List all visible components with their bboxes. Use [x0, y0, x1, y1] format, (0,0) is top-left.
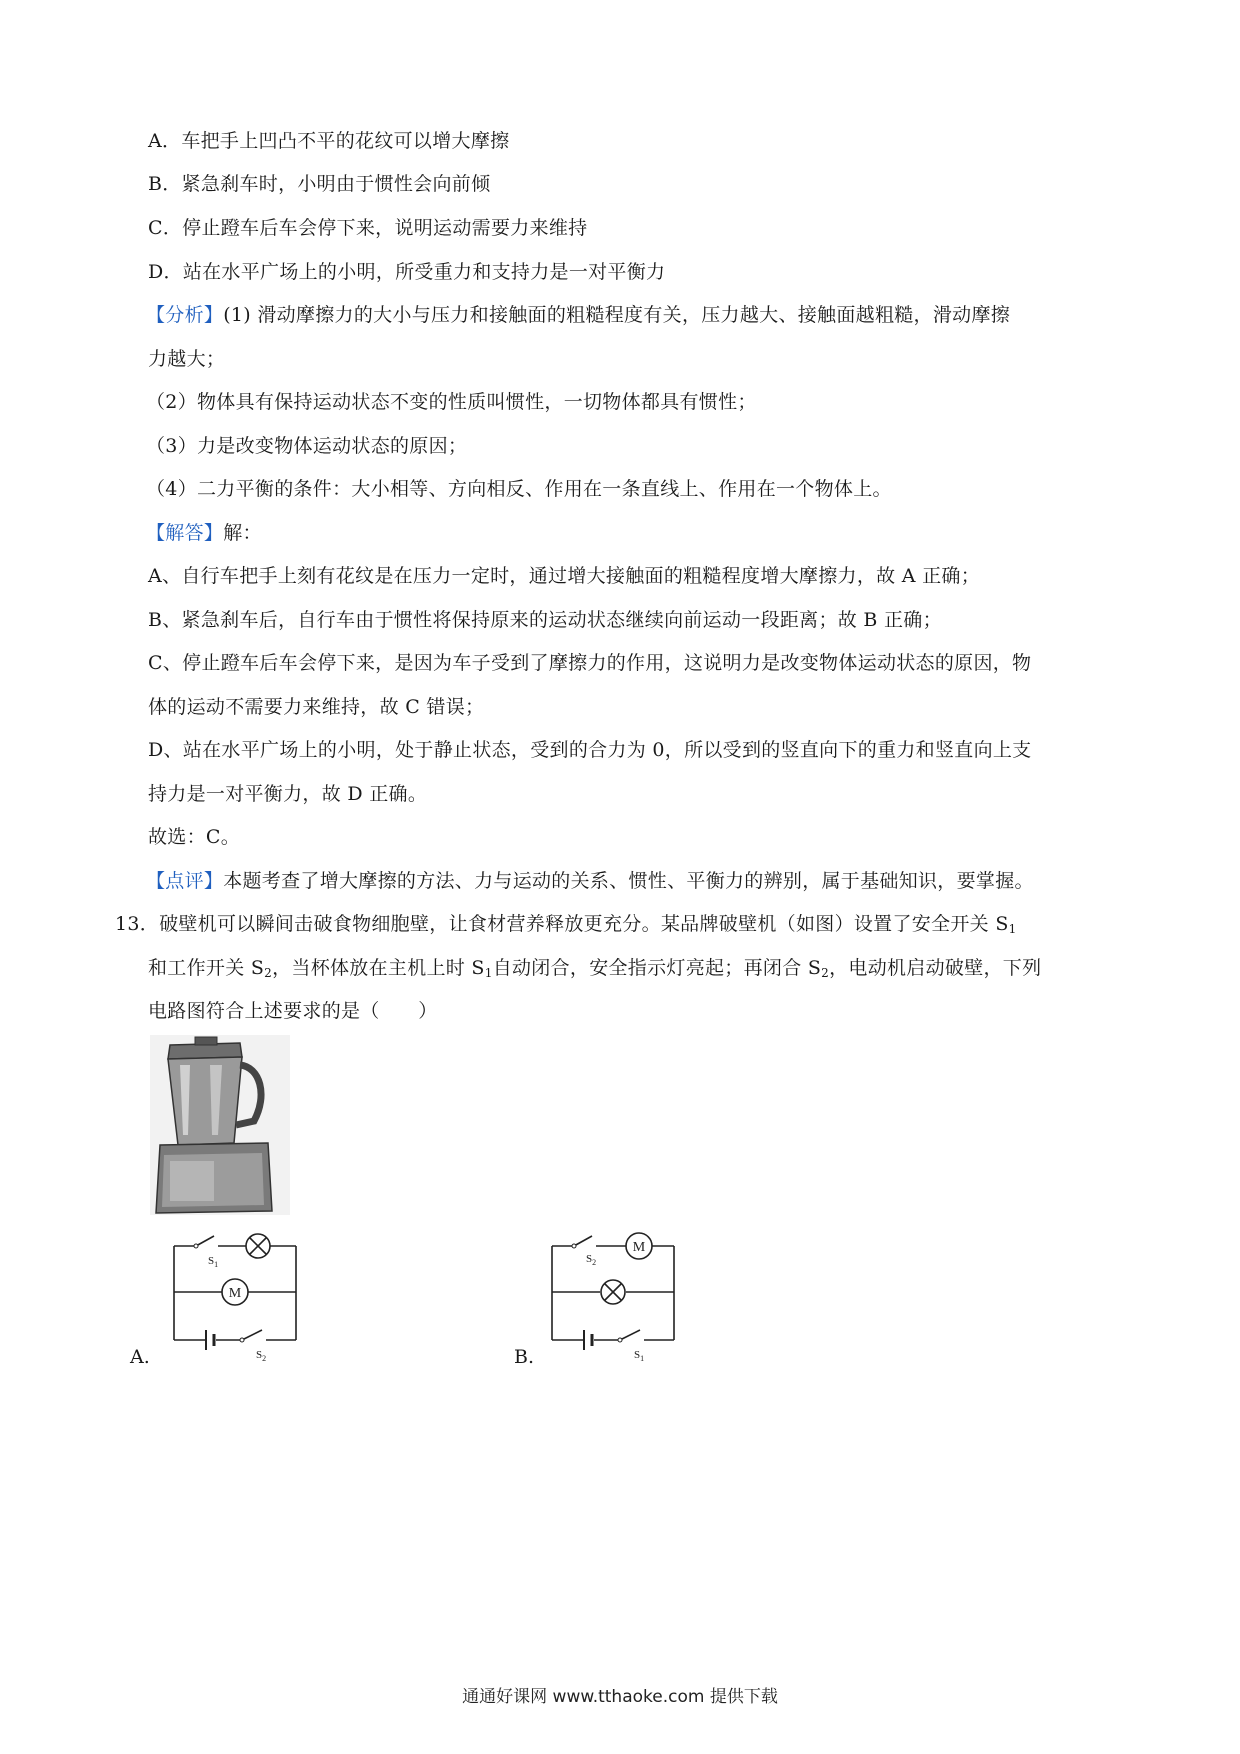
- q13-text-2d: ，电动机启动破壁，下列: [829, 957, 1042, 979]
- circuit-b-label: B.: [514, 1346, 535, 1368]
- blender-image: [150, 1035, 290, 1215]
- analysis-point-1a: (1) 滑动摩擦力的大小与压力和接触面的粗糙程度有关，压力越大、接触面越粗糙，滑动摩擦: [223, 304, 1011, 326]
- circuit-diagram-b: [548, 1232, 688, 1362]
- motor-label-a: M: [228, 1286, 242, 1301]
- q13-sub-2b: 1: [484, 966, 493, 980]
- motor-label-b: M: [632, 1240, 646, 1255]
- answer-tag: 【解答】: [146, 522, 224, 544]
- answer-c-1: C、停止蹬车后车会停下来，是因为车子受到了摩擦力的作用，这说明力是改变物体运动状态的原因，物: [148, 652, 1032, 674]
- option-a: A．车把手上凹凸不平的花纹可以增大摩擦: [148, 130, 510, 152]
- switch-label-b-bottom: $S_1$: [634, 1349, 645, 1362]
- q13-text-2b: ，当杯体放在主机上时 S: [272, 957, 485, 979]
- q13-sub-2a: 2: [264, 966, 273, 980]
- q13-text-1: 13．破壁机可以瞬间击破食物细胞壁，让食材营养释放更充分。某品牌破壁机（如图）设置了安全开关 S: [115, 913, 1009, 935]
- analysis-line-1: [146, 302, 1010, 328]
- q13-sub-2c: 2: [821, 966, 830, 980]
- answer-intro-line: [146, 520, 262, 546]
- analysis-point-3: （3）力是改变物体运动状态的原因；: [146, 435, 468, 457]
- motor-icon: [222, 1279, 248, 1305]
- analysis-point-1b: 力越大；: [148, 348, 226, 370]
- analysis-tag: 【分析】: [146, 304, 224, 326]
- question-13-line-3: 电路图符合上述要求的是（ ）: [148, 1000, 438, 1022]
- comment-line: [146, 868, 1034, 894]
- circuit-a-label: A.: [130, 1346, 150, 1368]
- switch-label-a-bottom: $S_2$: [256, 1349, 267, 1362]
- page-footer: 通通好课网 www.tthaoke.com 提供下载: [462, 1687, 778, 1707]
- motor-icon: [626, 1233, 652, 1259]
- q13-sub-1: 1: [1008, 922, 1017, 936]
- question-13-line-1: [115, 911, 1017, 942]
- answer-d-1: D、站在水平广场上的小明，处于静止状态，受到的合力为 0，所以受到的竖直向下的重力和竖直向上支: [148, 739, 1032, 761]
- switch-label-a-top: $S_1$: [208, 1255, 219, 1269]
- option-b: B．紧急刹车时，小明由于惯性会向前倾: [148, 173, 491, 195]
- option-d: D．站在水平广场上的小明，所受重力和支持力是一对平衡力: [148, 261, 666, 283]
- answer-d-2: 持力是一对平衡力，故 D 正确。: [148, 783, 428, 805]
- comment-tag: 【点评】: [146, 870, 224, 892]
- analysis-point-4: （4）二力平衡的条件：大小相等、方向相反、作用在一条直线上、作用在一个物体上。: [146, 478, 892, 500]
- switch-label-b-top: $S_2$: [586, 1253, 597, 1267]
- answer-intro: 解：: [223, 522, 262, 544]
- answer-a: A、自行车把手上刻有花纹是在压力一定时，通过增大接触面的粗糙程度增大摩擦力，故 A 正确；: [148, 565, 981, 587]
- lamp-icon: [601, 1280, 625, 1304]
- answer-c-2: 体的运动不需要力来维持，故 C 错误；: [148, 696, 485, 718]
- analysis-point-2: （2）物体具有保持运动状态不变的性质叫惯性，一切物体都具有惯性；: [146, 391, 757, 413]
- question-13-line-2: [148, 955, 1041, 986]
- q13-text-2a: 和工作开关 S: [148, 957, 265, 979]
- circuit-diagram-a: [170, 1232, 310, 1362]
- answer-choice: 故选：C。: [148, 826, 241, 848]
- q13-text-2c: 自动闭合，安全指示灯亮起；再闭合 S: [492, 957, 822, 979]
- comment-text: 本题考查了增大摩擦的方法、力与运动的关系、惯性、平衡力的辨别，属于基础知识，要掌握。: [223, 870, 1034, 892]
- answer-b: B、紧急刹车后，自行车由于惯性将保持原来的运动状态继续向前运动一段距离；故 B 正确；: [148, 609, 942, 631]
- lamp-icon: [246, 1234, 270, 1258]
- option-c: C．停止蹬车后车会停下来，说明运动需要力来维持: [148, 217, 588, 239]
